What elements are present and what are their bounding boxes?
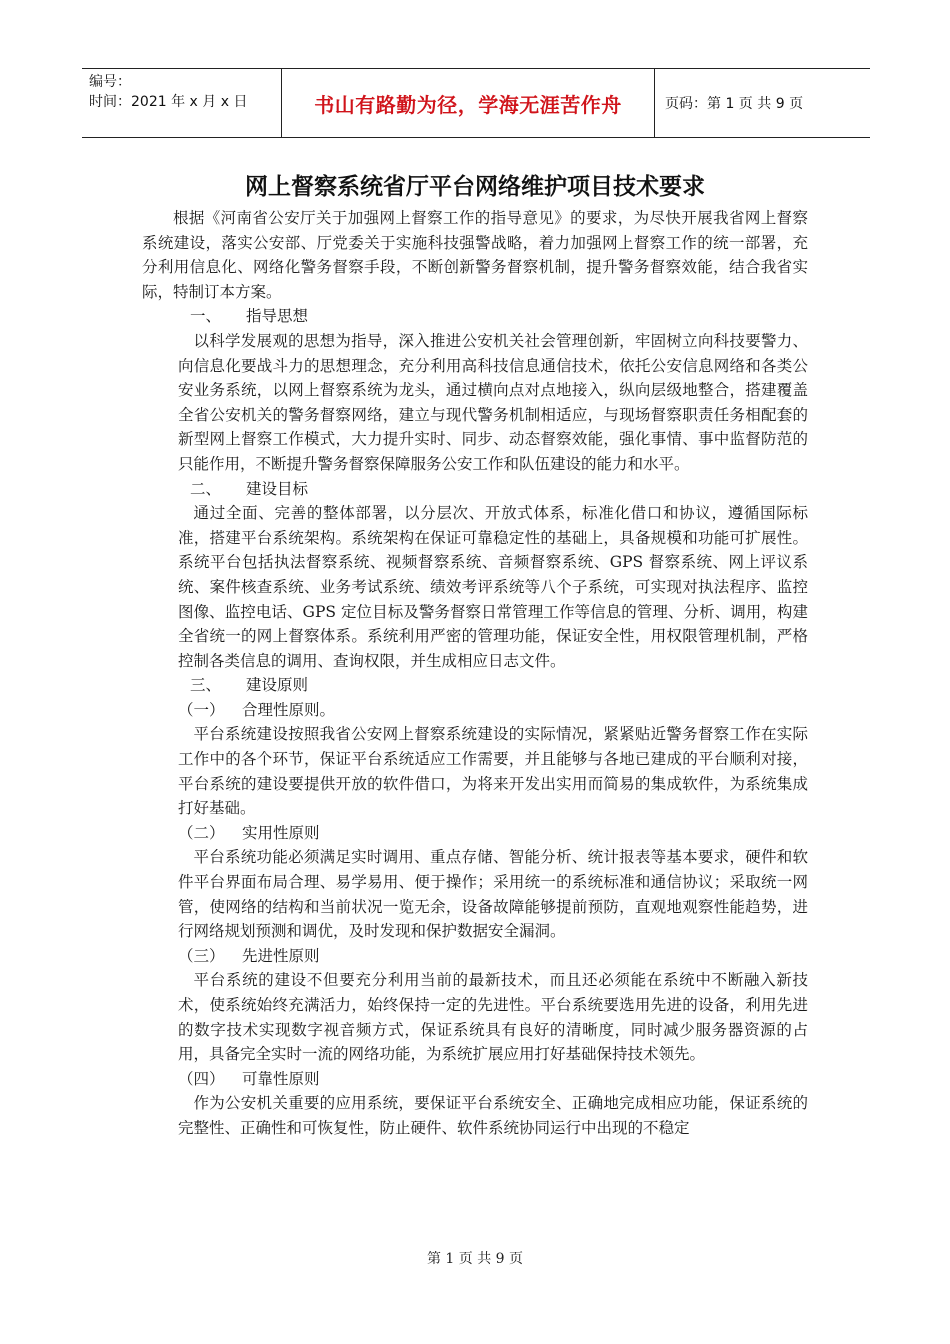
- section-title: 建设目标: [246, 479, 309, 498]
- subsection-number: （一）: [178, 700, 225, 719]
- subsection-title: 实用性原则: [242, 823, 320, 842]
- section-number: 二、: [190, 479, 222, 498]
- section-1-body: 以科学发展观的思想为指导，深入推进公安机关社会管理创新，牢固树立向科技要警力、向信息化要战斗力的思想理念，充分利用高科技信息通信技术，依托公安信息网络和各类公安业务系统，以网上督察系统为龙头，通过横向点对点地接入，纵向层级地整合，搭建覆盖全省公安机关的警务督察网络，建立与现代警务机制相适应，与现场督察职责任务相配套的新型网上督察工作模式，大力提升实时、同步、动态督察效能，强化事情、事中监督防范的只能作用，不断提升警务督察保障服务公安工作和队伍建设的能力和水平。: [178, 331, 808, 473]
- subsection-title: 先进性原则: [242, 946, 320, 965]
- document-title: 网上督察系统省厅平台网络维护项目技术要求: [245, 174, 705, 200]
- subsection-heading-2: [142, 821, 808, 846]
- subsection-heading-4: [142, 1067, 808, 1092]
- section-title: 建设原则: [246, 676, 309, 695]
- subsection-3-body: 平台系统的建设不但要充分利用当前的最新技术，而且还必须能在系统中不断融入新技术，使系统始终充满活力，始终保持一定的先进性。平台系统要选用先进的设备，利用先进的数字技术实现数字视音频方式，保证系统具有良好的清晰度，同时减少服务器资源的占用，具备完全实时一流的网络功能，为系统扩展应用打好基础保持技术领先。: [178, 971, 808, 1064]
- page-footer: 第 1 页 共 9 页: [426, 1251, 524, 1267]
- header-code-label: 编号：: [89, 74, 131, 90]
- subsection-1-body: 平台系统建设按照我省公安网上督察系统建设的实际情况，紧紧贴近警务督察工作在实际工作中的各个环节，保证平台系统适应工作需要，并且能够与各地已建成的平台顺利对接，平台系统的建设要提供开放的软件借口，为将来开发出实用而简易的集成软件，为系统集成打好基础。: [178, 725, 808, 818]
- subsection-2-body: 平台系统功能必须满足实时调用、重点存储、智能分析、统计报表等基本要求，硬件和软件平台界面布局合理、易学易用、便于操作；采用统一的系统标准和通信协议；采取统一网管，使网络的结构和当前状况一览无余，设备故障能够提前预防，直观地观察性能趋势，进行网络规划预测和调优，及时发现和保护数据安全漏洞。: [178, 848, 808, 941]
- document-body: [142, 206, 808, 1141]
- section-heading-1: [142, 304, 808, 329]
- header-page-info: 页码：第 1 页 共 9 页: [665, 96, 804, 112]
- subsection-number: （三）: [178, 946, 225, 965]
- subsection-number: （二）: [178, 823, 225, 842]
- intro-paragraph: 根据《河南省公安厅关于加强网上督察工作的指导意见》的要求，为尽快开展我省网上督察系统建设，落实公安部、厅党委关于实施科技强警战略，着力加强网上督察工作的统一部署，充分利用信息化、网络化警务督察手段，不断创新警务督察机制，提升警务督察效能，结合我省实际，特制订本方案。: [142, 209, 808, 301]
- subsection-number: （四）: [178, 1069, 225, 1088]
- section-number: 一、: [190, 307, 222, 326]
- section-heading-3: [142, 673, 808, 698]
- section-heading-2: [142, 477, 808, 502]
- section-title: 指导思想: [246, 307, 309, 326]
- document-header: [82, 68, 870, 138]
- header-meta: [82, 69, 282, 137]
- header-motto-cell: [282, 69, 655, 137]
- subsection-title: 合理性原则。: [242, 700, 336, 719]
- subsection-heading-1: [142, 698, 808, 723]
- subsection-4-body: 作为公安机关重要的应用系统，要保证平台系统安全、正确地完成相应功能，保证系统的完整性、正确性和可恢复性，防止硬件、软件系统协同运行中出现的不稳定: [178, 1094, 808, 1137]
- header-motto: 书山有路勤为径，学海无涯苦作舟: [314, 92, 622, 117]
- section-2-body: 通过全面、完善的整体部署，以分层次、开放式体系，标准化借口和协议，遵循国际标准，搭建平台系统架构。系统架构在保证可靠稳定性的基础上，具备规模和功能可扩展性。系统平台包括执法督察系统、视频督察系统、音频督察系统、GPS 督察系统、网上评议系统、案件核查系统、业务考试系统、绩效考评系统等八个子系统，可实现对执法程序、监控图像、监控电话、GPS 定位目标及警务督察日常管理工作等信息的管理、分析、调用，构建全省统一的网上督察体系。系统利用严密的管理功能，保证安全性，用权限管理机制，严格控制各类信息的调用、查询权限，并生成相应日志文件。: [178, 504, 808, 670]
- section-number: 三、: [190, 676, 222, 695]
- subsection-heading-3: [142, 944, 808, 969]
- subsection-title: 可靠性原则: [242, 1069, 320, 1088]
- header-date: 时间：2021 年 x 月 x 日: [89, 94, 248, 110]
